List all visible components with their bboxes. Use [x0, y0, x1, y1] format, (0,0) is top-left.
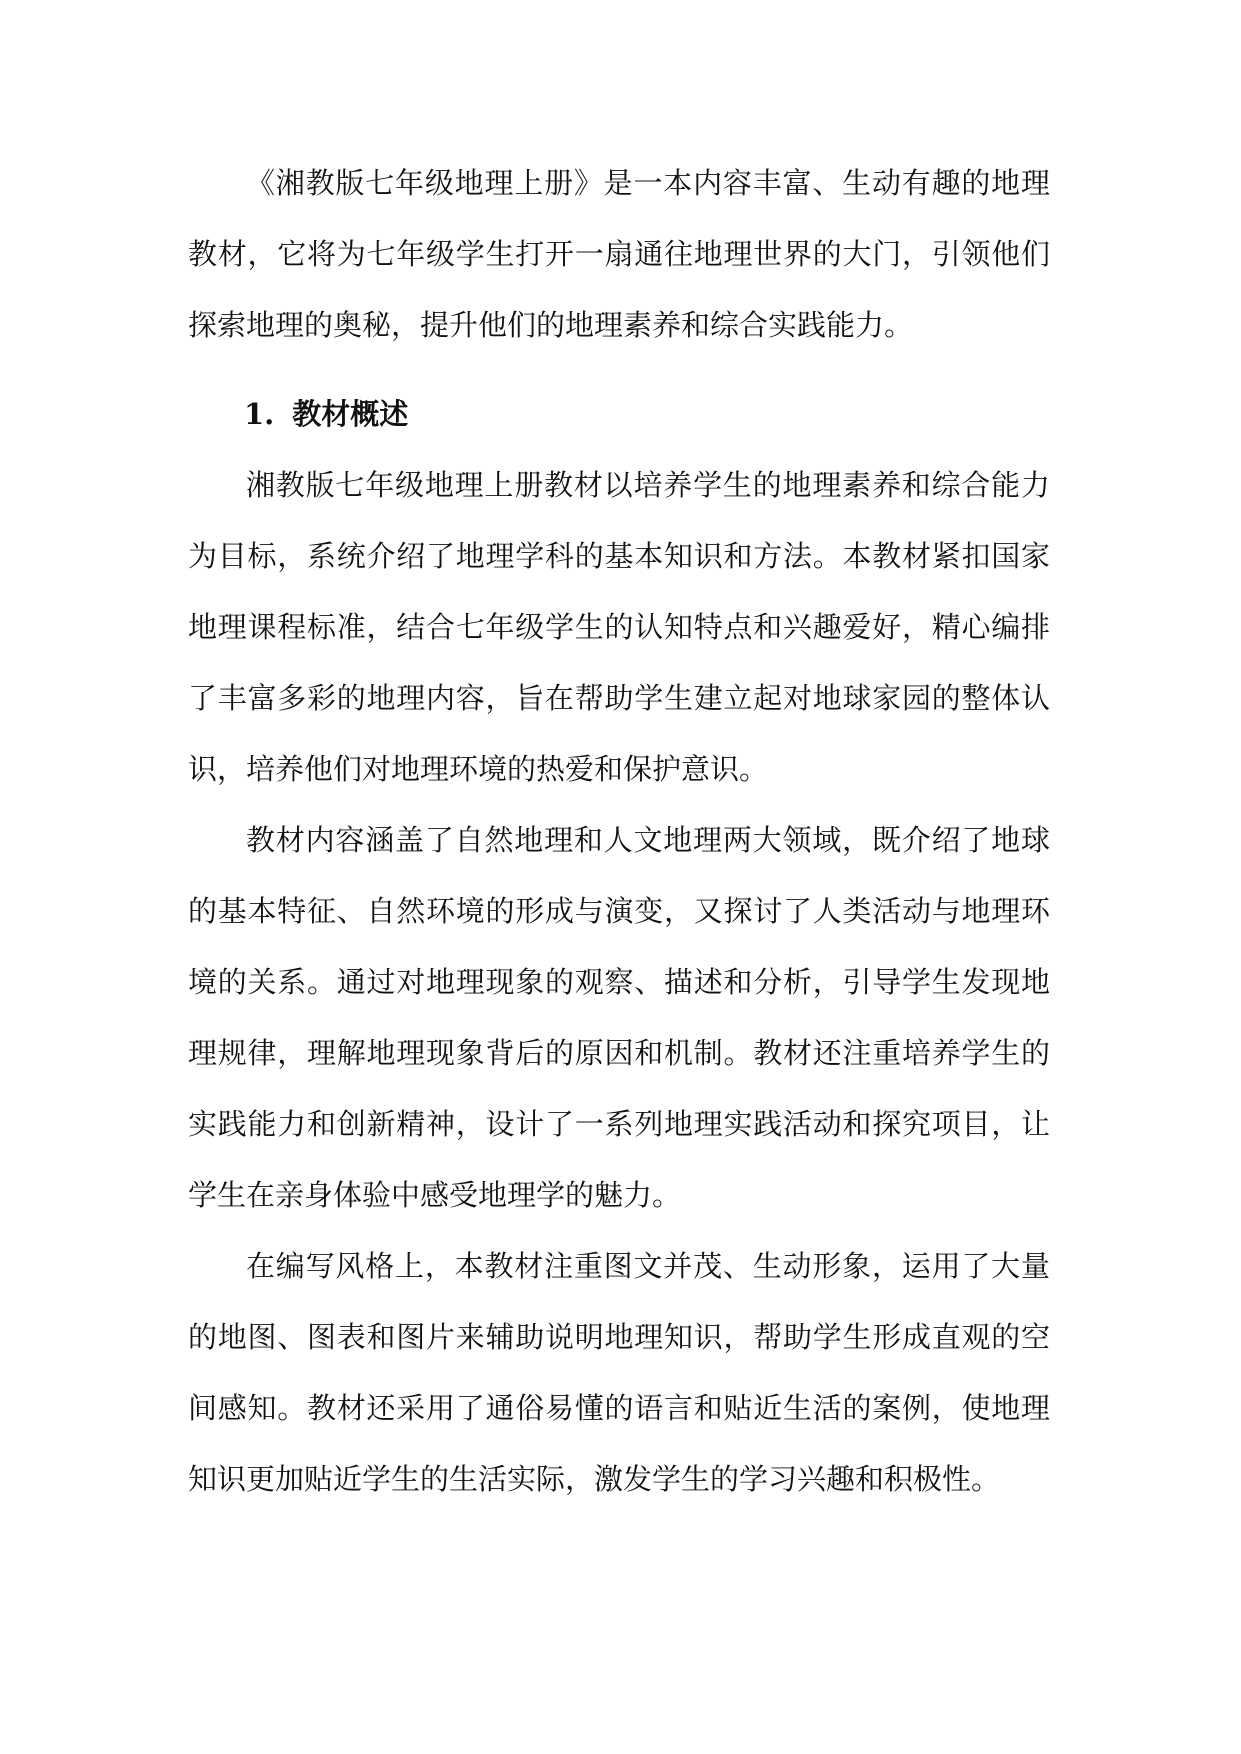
section-heading: [188, 379, 1050, 450]
section-paragraph-3: 在编写风格上，本教材注重图文并茂、生动形象，运用了大量的地图、图表和图片来辅助说明地理知识，帮助学生形成直观的空间感知。教材还采用了通俗易懂的语言和贴近生活的案例，使地理知识更加贴近学生的生活实际，激发学生的学习兴趣和积极性。: [188, 1249, 1050, 1496]
section-title: 教材概述: [292, 397, 409, 431]
section-number: 1.: [244, 397, 275, 431]
document-body: [188, 148, 1050, 1515]
intro-paragraph: 《湘教版七年级地理上册》是一本内容丰富、生动有趣的地理教材，它将为七年级学生打开一扇通往地理世界的大门，引领他们探索地理的奥秘，提升他们的地理素养和综合实践能力。: [188, 166, 1050, 342]
section-paragraph-2: 教材内容涵盖了自然地理和人文地理两大领域，既介绍了地球的基本特征、自然环境的形成与演变，又探讨了人类活动与地理环境的关系。通过对地理现象的观察、描述和分析，引导学生发现地理规律，理解地理现象背后的原因和机制。教材还注重培养学生的实践能力和创新精神，设计了一系列地理实践活动和探究项目，让学生在亲身体验中感受地理学的魅力。: [188, 823, 1050, 1212]
section-paragraph-1: 湘教版七年级地理上册教材以培养学生的地理素养和综合能力为目标，系统介绍了地理学科的基本知识和方法。本教材紧扣国家地理课程标准，结合七年级学生的认知特点和兴趣爱好，精心编排了丰富多彩的地理内容，旨在帮助学生建立起对地球家园的整体认识，培养他们对地理环境的热爱和保护意识。: [188, 468, 1050, 786]
